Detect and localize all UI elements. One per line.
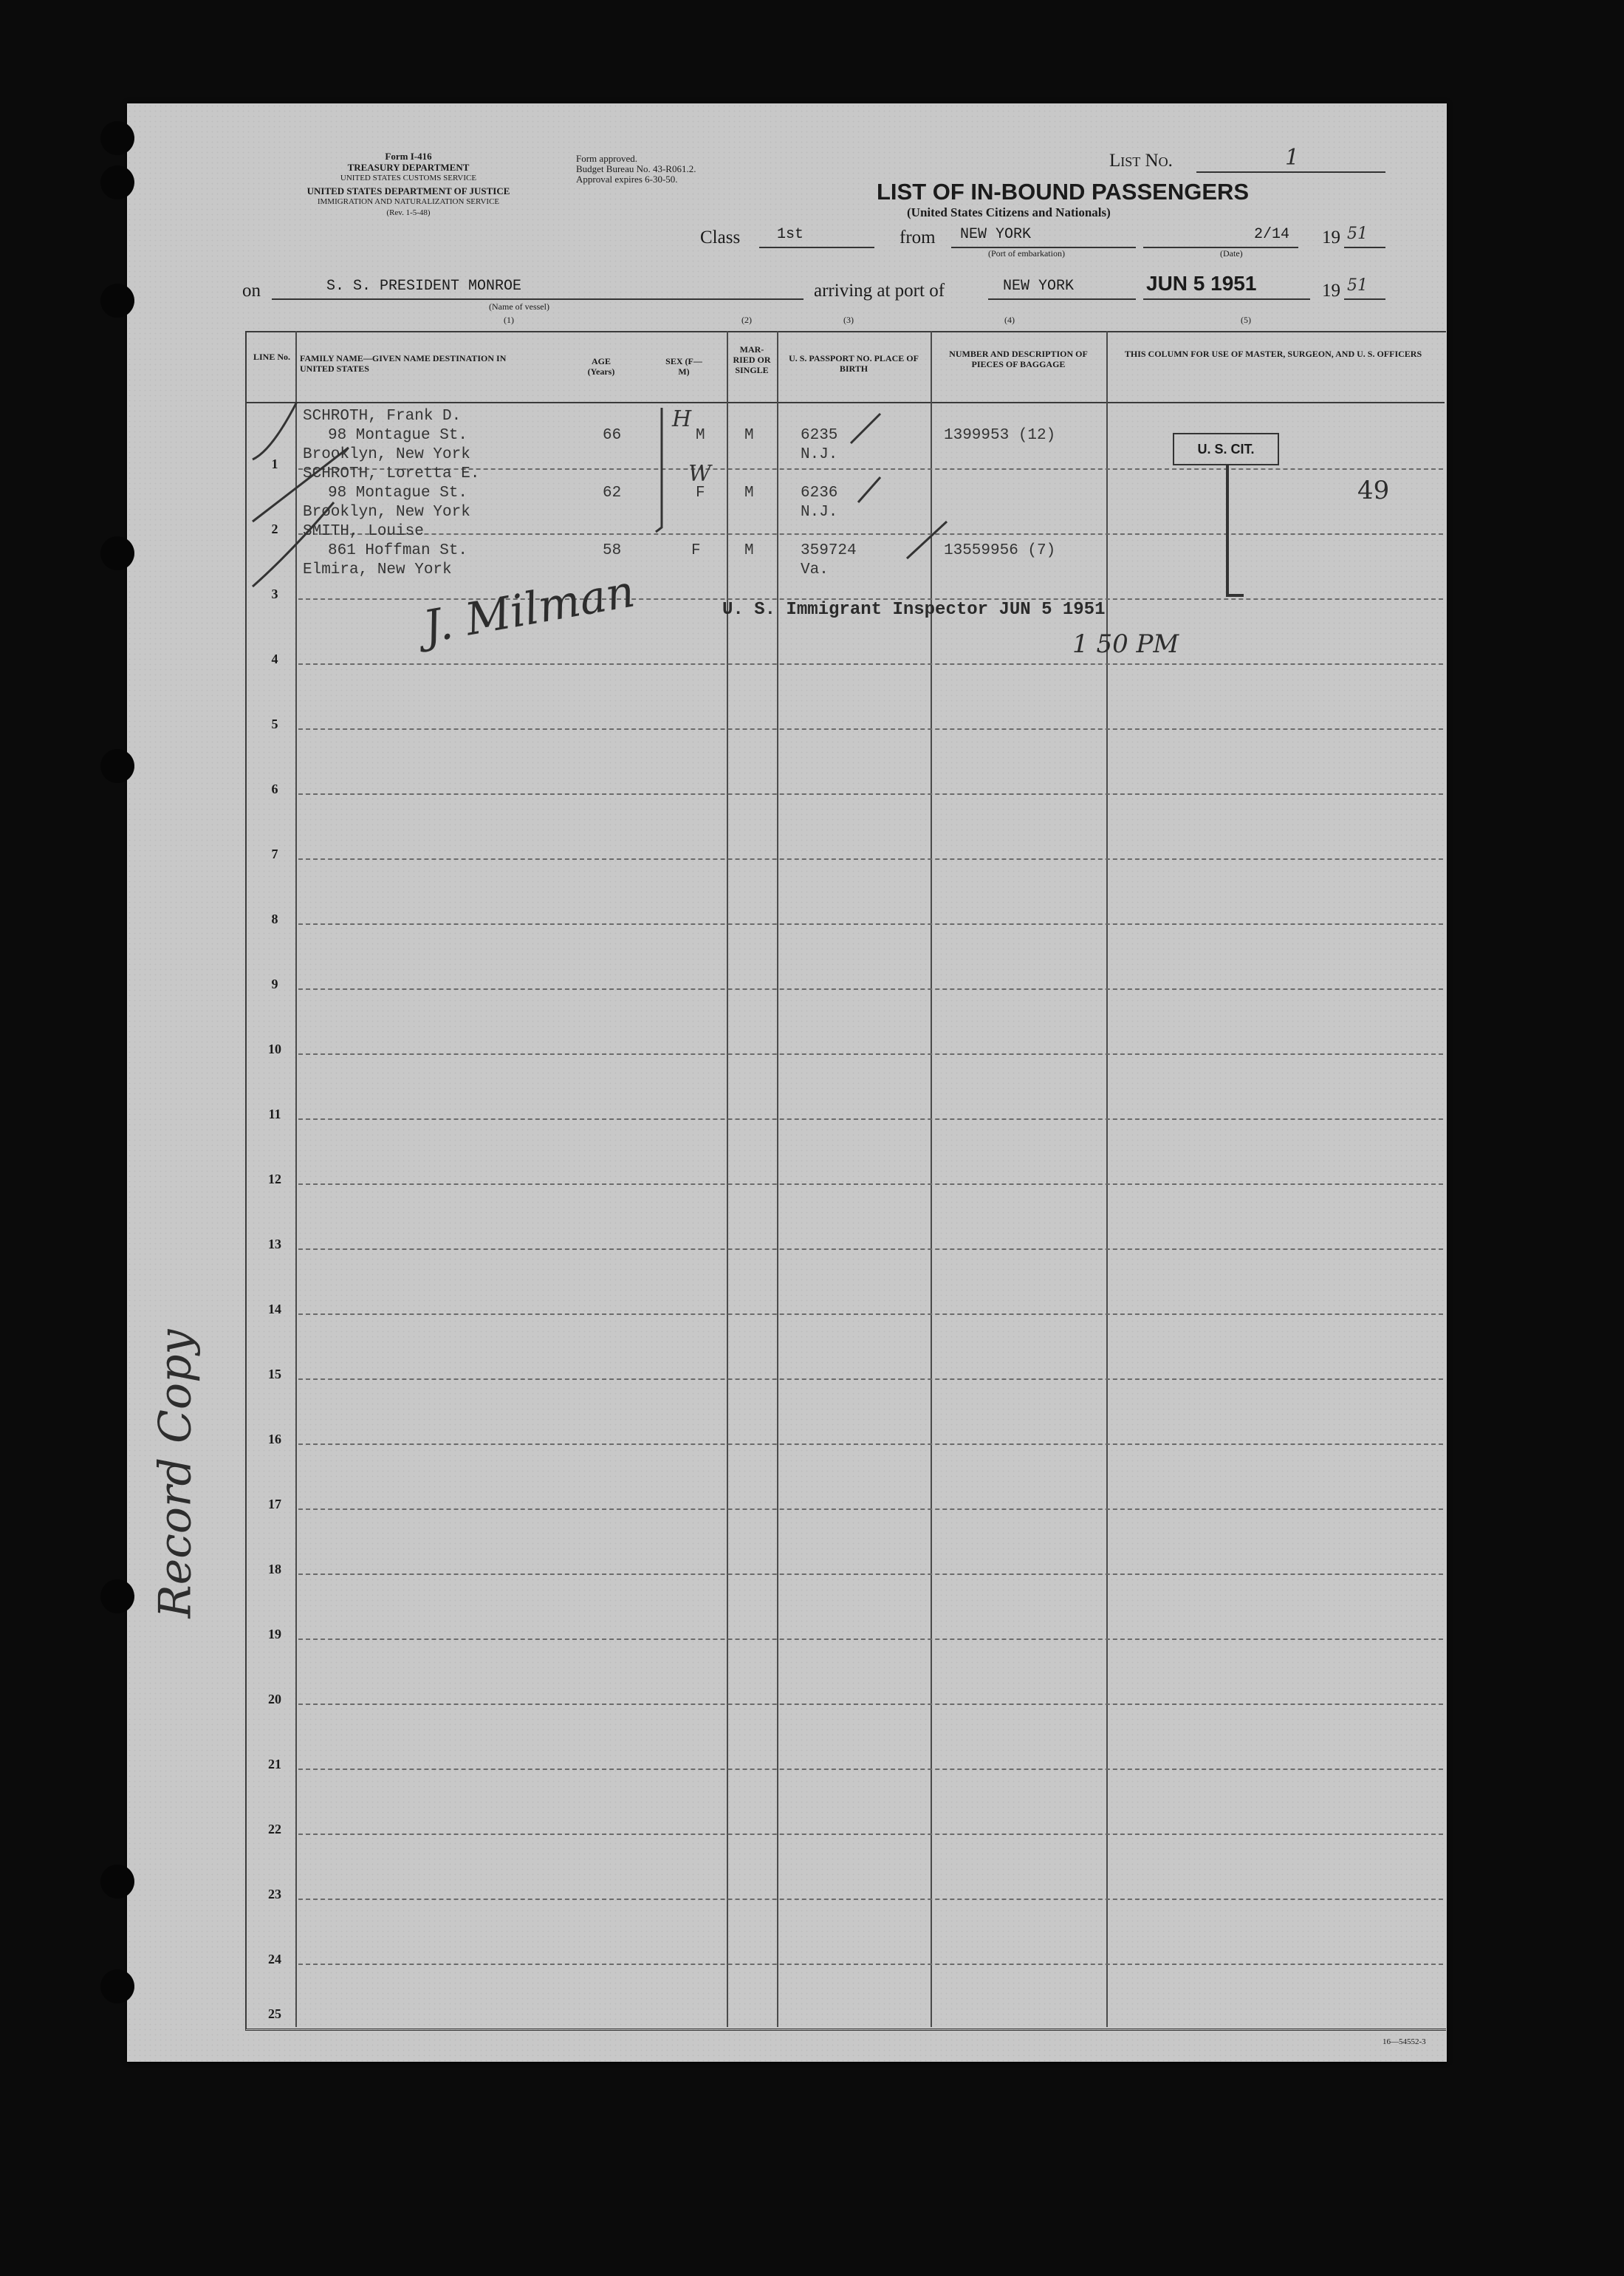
passenger-passport: 6235 xyxy=(801,427,838,444)
arrival-stamp: JUN 5 1951 xyxy=(1146,272,1257,295)
date-caption: (Date) xyxy=(1220,248,1243,259)
arrival-port-value: NEW YORK xyxy=(1003,278,1075,295)
line-number: 24 xyxy=(268,1952,281,1966)
punch-hole xyxy=(100,1579,134,1613)
customs-service: UNITED STATES CUSTOMS SERVICE xyxy=(340,174,477,182)
us-cit-stamp: U. S. CIT. xyxy=(1173,433,1279,465)
ins-service: IMMIGRATION AND NATURALIZATION SERVICE xyxy=(317,197,500,206)
passenger-sex: F xyxy=(696,485,705,502)
header-age: AGE (Years) xyxy=(587,356,615,377)
row-line xyxy=(298,1118,1443,1120)
header-sex: SEX (F—M) xyxy=(665,356,702,377)
class-value: 1st xyxy=(777,226,804,243)
port-caption: (Port of embarkation) xyxy=(988,248,1065,259)
header-baggage: NUMBER AND DESCRIPTION OF PIECES OF BAGGAGE xyxy=(949,349,1088,369)
passenger-passport: 6236 xyxy=(801,485,838,502)
form-revision: (Rev. 1-5-48) xyxy=(386,208,431,217)
passenger-city: Elmira, New York xyxy=(303,561,452,578)
passenger-age: 62 xyxy=(603,485,622,502)
punch-hole xyxy=(100,1865,134,1899)
arrival-year-value: 51 xyxy=(1347,276,1368,295)
row-line xyxy=(298,1508,1443,1510)
vessel-value: S. S. PRESIDENT MONROE xyxy=(326,278,522,295)
col-num-1: (1) xyxy=(504,315,514,325)
line-number: 11 xyxy=(268,1107,281,1121)
passenger-relation: W xyxy=(688,461,711,487)
margin-number: 49 xyxy=(1357,476,1390,505)
line-number: 3 xyxy=(271,587,278,601)
line-number: 2 xyxy=(271,522,278,536)
row-line xyxy=(298,923,1443,925)
line-number: 25 xyxy=(268,2006,281,2021)
footer-code: 16—54552-3 xyxy=(1383,2037,1426,2046)
year-prefix: 19 xyxy=(1322,228,1340,247)
passenger-city: Brooklyn, New York xyxy=(303,446,470,463)
row-line xyxy=(298,793,1443,795)
form-approved: Form approved. xyxy=(576,153,638,164)
header-passport: U. S. PASSPORT NO. PLACE OF BIRTH xyxy=(789,353,919,374)
passenger-sex: F xyxy=(691,542,701,559)
arrival-year-prefix: 19 xyxy=(1322,281,1340,301)
on-label: on xyxy=(242,281,261,301)
line-number: 8 xyxy=(271,912,278,926)
class-label: Class xyxy=(700,228,741,247)
list-no-label: List No. xyxy=(1109,151,1173,171)
row-line xyxy=(298,1964,1443,1965)
passenger-birthplace: Va. xyxy=(801,561,829,578)
time-note: 1 50 PM xyxy=(1072,629,1179,659)
header-line-no: LINE No. xyxy=(253,352,290,362)
line-number: 1 xyxy=(271,457,278,471)
row-line xyxy=(298,1638,1443,1640)
passenger-age: 58 xyxy=(603,542,622,559)
justice-dept: UNITED STATES DEPARTMENT OF JUSTICE xyxy=(306,185,510,196)
budget-bureau: Budget Bureau No. 43-R061.2. xyxy=(576,163,696,174)
col-num-5: (5) xyxy=(1241,315,1251,325)
passenger-baggage: 13559956 (7) xyxy=(944,542,1056,559)
passenger-passport: 359724 xyxy=(801,542,857,559)
line-number: 21 xyxy=(268,1757,281,1771)
port-embarkation-value: NEW YORK xyxy=(960,226,1032,243)
row-line xyxy=(298,1378,1443,1380)
row-line xyxy=(298,1573,1443,1575)
inspector-signature: J. Milman xyxy=(419,565,639,654)
row-line xyxy=(298,858,1443,860)
col-num-2: (2) xyxy=(741,315,752,325)
passenger-name: SMITH, Louise xyxy=(303,523,424,540)
line-number: 14 xyxy=(268,1302,281,1316)
record-copy-note: Record Copy xyxy=(149,1329,202,1619)
row-line xyxy=(298,988,1443,990)
col-num-4: (4) xyxy=(1004,315,1015,325)
row-line xyxy=(298,1443,1443,1445)
year-value: 51 xyxy=(1347,225,1368,243)
line-number: 20 xyxy=(268,1692,281,1706)
line-number: 19 xyxy=(268,1627,281,1641)
passenger-sex: M xyxy=(696,427,705,444)
passenger-birthplace: N.J. xyxy=(801,446,838,463)
approval-expiry: Approval expires 6-30-50. xyxy=(576,174,678,185)
row-line xyxy=(298,1703,1443,1705)
passenger-birthplace: N.J. xyxy=(801,504,838,521)
row-line xyxy=(298,1313,1443,1315)
col-num-3: (3) xyxy=(843,315,854,325)
form-number: Form I-416 xyxy=(385,151,432,162)
line-number: 7 xyxy=(271,847,278,861)
line-number: 17 xyxy=(268,1497,281,1511)
line-number: 13 xyxy=(268,1237,281,1251)
header-officers: THIS COLUMN FOR USE OF MASTER, SURGEON, AND U. S. OFFICERS xyxy=(1124,349,1422,359)
passenger-relation: H xyxy=(672,406,692,432)
header-married: MAR- RIED OR SINGLE xyxy=(733,344,771,375)
row-line xyxy=(298,1053,1443,1055)
list-title: LIST OF IN-BOUND PASSENGERS xyxy=(877,179,1250,205)
line-number: 9 xyxy=(271,977,278,991)
passenger-name: SCHROTH, Loretta E. xyxy=(303,465,480,482)
date-value: 2/14 xyxy=(1254,226,1290,243)
passenger-married: M xyxy=(744,485,754,502)
vessel-caption: (Name of vessel) xyxy=(489,301,549,312)
row-line xyxy=(298,1899,1443,1900)
row-line xyxy=(298,1768,1443,1770)
from-label: from xyxy=(900,228,936,247)
line-number: 15 xyxy=(268,1367,281,1381)
row-line xyxy=(298,1834,1443,1835)
line-number: 6 xyxy=(271,782,278,796)
list-subtitle: (United States Citizens and Nationals) xyxy=(907,205,1111,219)
punch-hole xyxy=(100,1969,134,2003)
header-name: FAMILY NAME—GIVEN NAME DESTINATION IN UNITED STATES xyxy=(300,353,507,374)
line-number: 18 xyxy=(268,1562,281,1576)
row-line xyxy=(298,1183,1443,1185)
line-number: 16 xyxy=(268,1432,281,1446)
passenger-street: 98 Montague St. xyxy=(328,485,468,502)
line-number: 4 xyxy=(271,652,278,666)
passenger-city: Brooklyn, New York xyxy=(303,504,470,521)
treasury-dept: TREASURY DEPARTMENT xyxy=(347,162,470,173)
passenger-street: 861 Hoffman St. xyxy=(328,542,468,559)
arriving-label: arriving at port of xyxy=(814,281,945,301)
line-number: 12 xyxy=(268,1172,281,1186)
manifest-page xyxy=(127,103,1447,2062)
passenger-married: M xyxy=(744,427,754,444)
line-number: 10 xyxy=(268,1042,281,1056)
line-number: 23 xyxy=(268,1887,281,1901)
passenger-age: 66 xyxy=(603,427,622,444)
line-number: 22 xyxy=(268,1822,281,1836)
passenger-name: SCHROTH, Frank D. xyxy=(303,408,462,425)
passenger-baggage: 1399953 (12) xyxy=(944,427,1056,444)
inspector-stamp: U. S. Immigrant Inspector JUN 5 1951 xyxy=(722,600,1106,620)
passenger-married: M xyxy=(744,542,754,559)
passenger-street: 98 Montague St. xyxy=(328,427,468,444)
list-no-value: 1 xyxy=(1285,145,1300,171)
row-line xyxy=(298,1248,1443,1250)
line-number: 5 xyxy=(271,717,278,731)
